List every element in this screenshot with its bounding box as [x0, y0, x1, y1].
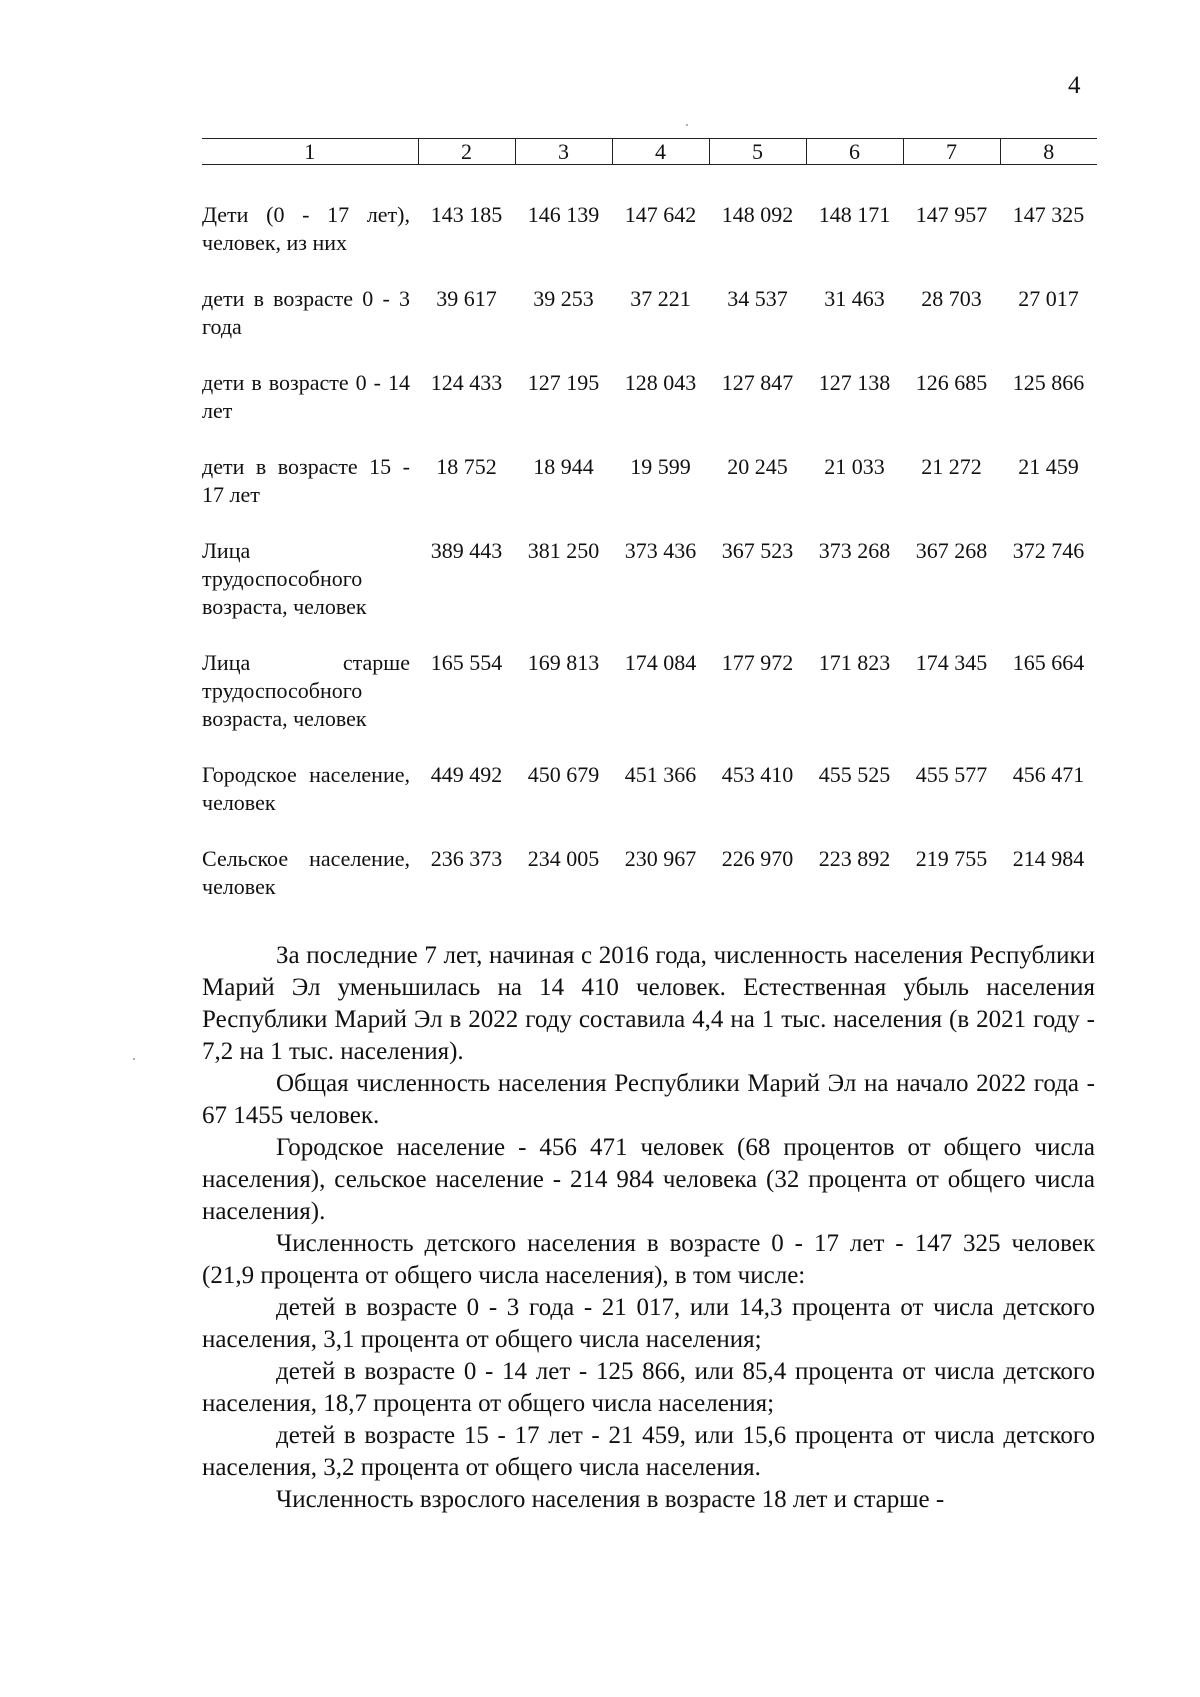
paragraph: детей в возрасте 15 - 17 лет - 21 459, или 15,6 процента от числа детского населения, 3,2 процента от общего числа населения.	[202, 1422, 1095, 1481]
spacer-row	[202, 509, 1097, 537]
spacer-row	[202, 257, 1097, 285]
spacer-row	[202, 341, 1097, 369]
paragraph: За последние 7 лет, начиная с 2016 года, численность населения Республики Марий Эл уменьшилась на 14 410 человек. Естественная убыль населения Республики Марий Эл в 2022 году составила 4,4 на 1 тыс. населения (в 2021 году - 7,2 на 1 тыс. населения).	[202, 942, 1095, 1065]
row-value: 230 967	[624, 846, 697, 871]
row-label: дети в возрасте 0 - 14 лет	[202, 370, 410, 423]
row-value: 372 746	[1012, 538, 1085, 563]
body-text	[202, 940, 1095, 1516]
paragraph: Численность детского населения в возрасте 0 - 17 лет - 147 325 человек (21,9 процента от общего числа населения), в том числе:	[202, 1230, 1095, 1289]
header-row	[202, 139, 1097, 165]
row-value: 21 459	[1018, 454, 1079, 479]
table-row	[202, 649, 1097, 733]
row-value: 455 525	[818, 762, 891, 787]
row-value: 21 272	[921, 454, 982, 479]
table-row	[202, 369, 1097, 425]
table-row	[202, 537, 1097, 621]
row-value: 236 373	[430, 846, 503, 871]
row-value: 148 171	[818, 202, 891, 227]
spacer-row	[202, 817, 1097, 845]
row-value: 18 944	[533, 454, 594, 479]
scan-speck	[686, 124, 688, 126]
paragraph: детей в возрасте 0 - 3 года - 21 017, или 14,3 процента от числа детского населения, 3,1 процента от общего числа населения;	[202, 1294, 1095, 1353]
row-value: 126 685	[915, 370, 988, 395]
row-value: 223 892	[818, 846, 891, 871]
row-label: Дети (0 - 17 лет), человек, из них	[202, 202, 410, 255]
row-value: 381 250	[527, 538, 600, 563]
paragraph: детей в возрасте 0 - 14 лет - 125 866, или 85,4 процента от числа детского населения, 18,7 процента от общего числа населения;	[202, 1358, 1095, 1417]
table-row	[202, 453, 1097, 509]
population-table-wrap	[202, 138, 1097, 901]
row-value: 171 823	[818, 650, 891, 675]
row-value: 367 523	[721, 538, 794, 563]
row-value: 165 664	[1012, 650, 1085, 675]
row-value: 456 471	[1012, 762, 1085, 787]
row-value: 147 642	[624, 202, 697, 227]
row-value: 214 984	[1012, 846, 1085, 871]
row-value: 28 703	[921, 286, 982, 311]
row-value: 219 755	[915, 846, 988, 871]
header-cell: 7	[903, 139, 1000, 165]
page-number: 4	[1068, 72, 1081, 99]
spacer-row	[202, 425, 1097, 453]
table-row	[202, 285, 1097, 341]
row-label: Лица трудоспособного возраста, человек	[202, 538, 367, 619]
row-value: 39 253	[533, 286, 594, 311]
row-value: 450 679	[527, 762, 600, 787]
row-value: 31 463	[824, 286, 885, 311]
row-value: 37 221	[630, 286, 691, 311]
row-value: 128 043	[624, 370, 697, 395]
row-value: 21 033	[824, 454, 885, 479]
spacer-row	[202, 621, 1097, 649]
spacer-row	[202, 733, 1097, 761]
row-value: 147 325	[1012, 202, 1085, 227]
row-label: дети в возрасте 0 - 3 года	[202, 286, 410, 339]
row-label: Сельское население, человек	[202, 846, 410, 899]
row-value: 373 436	[624, 538, 697, 563]
row-label: дети в возрасте 15 - 17 лет	[202, 454, 410, 507]
row-label: Лица старше трудоспособного возраста, человек	[202, 650, 410, 731]
row-value: 177 972	[721, 650, 794, 675]
header-cell: 2	[418, 139, 515, 165]
table-header	[202, 139, 1097, 165]
row-value: 18 752	[436, 454, 497, 479]
paragraph: Численность взрослого населения в возрасте 18 лет и старше -	[276, 1486, 945, 1513]
header-cell: 8	[1000, 139, 1097, 165]
row-value: 453 410	[721, 762, 794, 787]
row-value: 389 443	[430, 538, 503, 563]
row-value: 127 138	[818, 370, 891, 395]
row-value: 127 847	[721, 370, 794, 395]
scan-speck	[133, 1058, 135, 1060]
header-cell: 1	[202, 139, 418, 165]
row-value: 148 092	[721, 202, 794, 227]
table-row	[202, 845, 1097, 901]
row-value: 174 345	[915, 650, 988, 675]
row-value: 165 554	[430, 650, 503, 675]
header-cell: 6	[806, 139, 903, 165]
row-value: 234 005	[527, 846, 600, 871]
row-value: 27 017	[1018, 286, 1079, 311]
row-value: 455 577	[915, 762, 988, 787]
row-value: 20 245	[727, 454, 788, 479]
row-value: 451 366	[624, 762, 697, 787]
row-value: 147 957	[915, 202, 988, 227]
header-cell: 3	[515, 139, 612, 165]
row-value: 367 268	[915, 538, 988, 563]
header-cell: 5	[709, 139, 806, 165]
row-value: 39 617	[436, 286, 497, 311]
row-value: 127 195	[527, 370, 600, 395]
row-value: 226 970	[721, 846, 794, 871]
row-value: 146 139	[527, 202, 600, 227]
row-value: 373 268	[818, 538, 891, 563]
spacer-row	[202, 165, 1097, 202]
table-row	[202, 761, 1097, 817]
header-cell: 4	[612, 139, 709, 165]
row-value: 169 813	[527, 650, 600, 675]
paragraph: Общая численность населения Республики Марий Эл на начало 2022 года - 67 1455 человек.	[202, 1070, 1095, 1129]
table-body	[202, 165, 1097, 902]
table-row	[202, 201, 1097, 257]
row-value: 124 433	[430, 370, 503, 395]
row-value: 34 537	[727, 286, 788, 311]
row-value: 174 084	[624, 650, 697, 675]
paragraph: Городское население - 456 471 человек (68 процентов от общего числа населения), сельское население - 214 984 человека (32 процента от общего числа населения).	[202, 1134, 1095, 1225]
row-value: 143 185	[430, 202, 503, 227]
row-value: 449 492	[430, 762, 503, 787]
row-value: 125 866	[1012, 370, 1085, 395]
row-label: Городское население, человек	[202, 762, 410, 815]
row-value: 19 599	[630, 454, 691, 479]
population-table	[202, 138, 1097, 901]
